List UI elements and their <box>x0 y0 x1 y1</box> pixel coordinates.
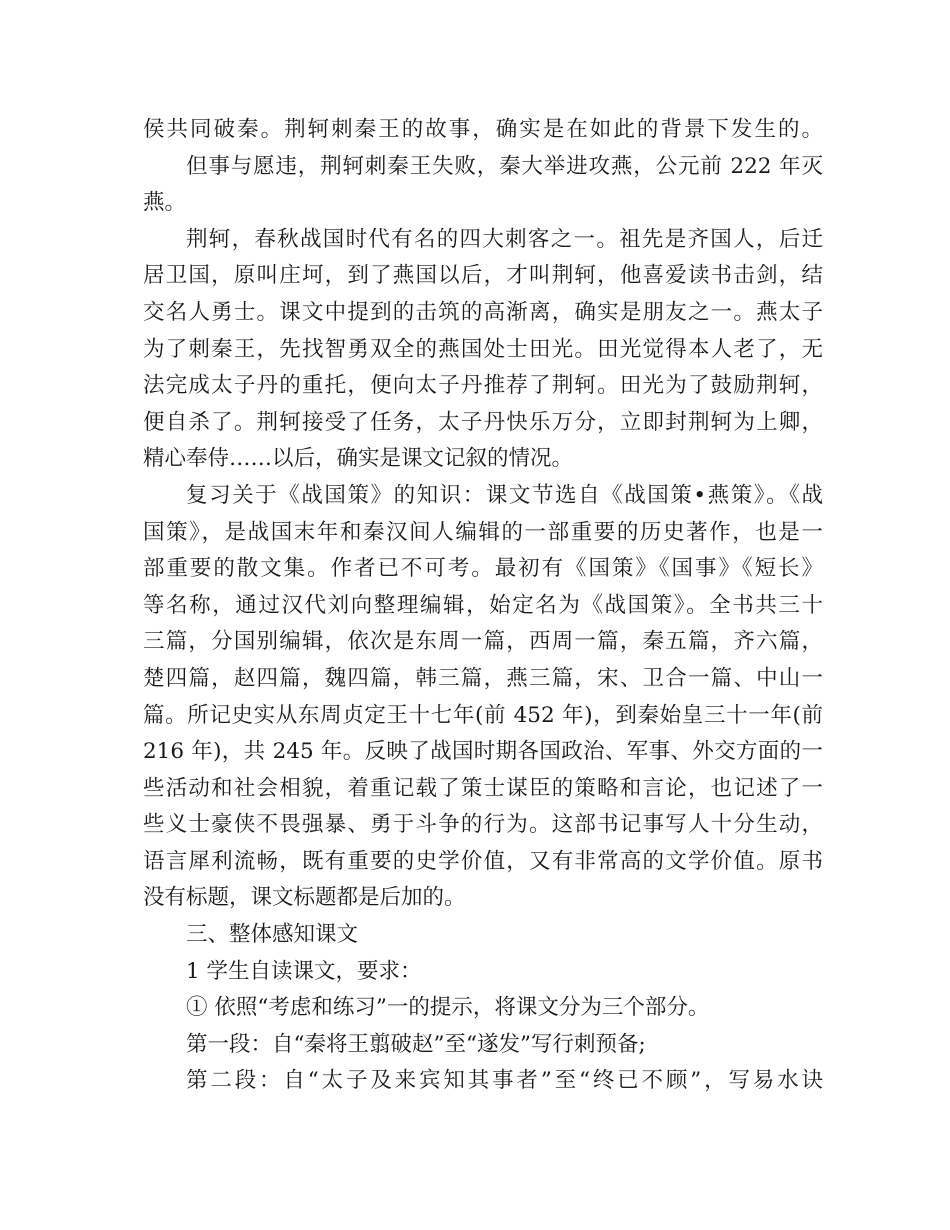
text-line: 国策》，是战国末年和秦汉间人编辑的一部重要的历史著作，也是一 <box>143 519 823 545</box>
text-line: 法完成太子丹的重托，便向太子丹推荐了荆轲。田光为了鼓励荆轲， <box>143 373 823 399</box>
text-line: 没有标题，课文标题都是后加的。 <box>143 885 466 911</box>
text-line: 第一段：自“秦将王翦破赵”至“遂发”写行刺预备; <box>186 1031 646 1057</box>
text-line: 216 年)，共 245 年。反映了战国时期各国政治、军事、外交方面的一 <box>143 739 823 765</box>
text-line: 些义士豪侠不畏强暴、勇于斗争的行为。这部书记事写人十分生动， <box>143 812 823 838</box>
text-line: 复习关于《战国策》的知识：课文节选自《战国策•燕策》。《战 <box>186 482 823 508</box>
text-line: 等名称，通过汉代刘向整理编辑，始定名为《战国策》。全书共三十 <box>143 592 823 618</box>
text-line: 1 学生自读课文，要求： <box>186 958 422 984</box>
text-line: 为了刺秦王，先找智勇双全的燕国处士田光。田光觉得本人老了，无 <box>143 336 823 362</box>
document-body <box>143 112 823 1100</box>
text-line: 三篇，分国别编辑，依次是东周一篇，西周一篇，秦五篇，齐六篇， <box>143 629 823 655</box>
text-line: 便自杀了。荆轲接受了任务，太子丹快乐万分，立即封荆轲为上卿， <box>143 409 823 435</box>
text-line: 燕。 <box>143 190 187 216</box>
text-line: 侯共同破秦。荆轲刺秦王的故事，确实是在如此的背景下发生的。 <box>143 117 823 142</box>
text-line: 楚四篇，赵四篇，魏四篇，韩三篇，燕三篇，宋、卫合一篇、中山一 <box>143 665 823 691</box>
text-line: 些活动和社会相貌，着重记载了策士谋臣的策略和言论，也记述了一 <box>143 775 823 801</box>
text-line: 第二段：自“太子及来宾知其事者”至“终已不顾”，写易水诀 <box>186 1068 823 1094</box>
text-line: 交名人勇士。课文中提到的击筑的高渐离，确实是朋友之一。燕太子 <box>143 299 823 325</box>
text-line: 荆轲，春秋战国时代有名的四大刺客之一。祖先是齐国人，后迁 <box>186 226 823 252</box>
text-line: 精心奉侍……以后，确实是课文记叙的情况。 <box>143 446 574 472</box>
text-line: 部重要的散文集。作者已不可考。最初有《国策》《国事》《短长》 <box>143 556 823 582</box>
section-heading: 三、整体感知课文 <box>186 922 359 948</box>
text-line: 语言犀利流畅，既有重要的史学价值，又有非常高的文学价值。原书 <box>143 848 823 874</box>
text-line: 篇。所记史实从东周贞定王十七年(前 452 年)，到秦始皇三十一年(前 <box>143 702 823 728</box>
text-line: 但事与愿违，荆轲刺秦王失败，秦大举进攻燕，公元前 222 年灭 <box>186 153 823 179</box>
text-line: 居卫国，原叫庄坷，到了燕国以后，才叫荆轲，他喜爱读书击剑，结 <box>143 263 823 289</box>
text-line: ① 依照“考虑和练习”一的提示，将课文分为三个部分。 <box>186 995 710 1021</box>
